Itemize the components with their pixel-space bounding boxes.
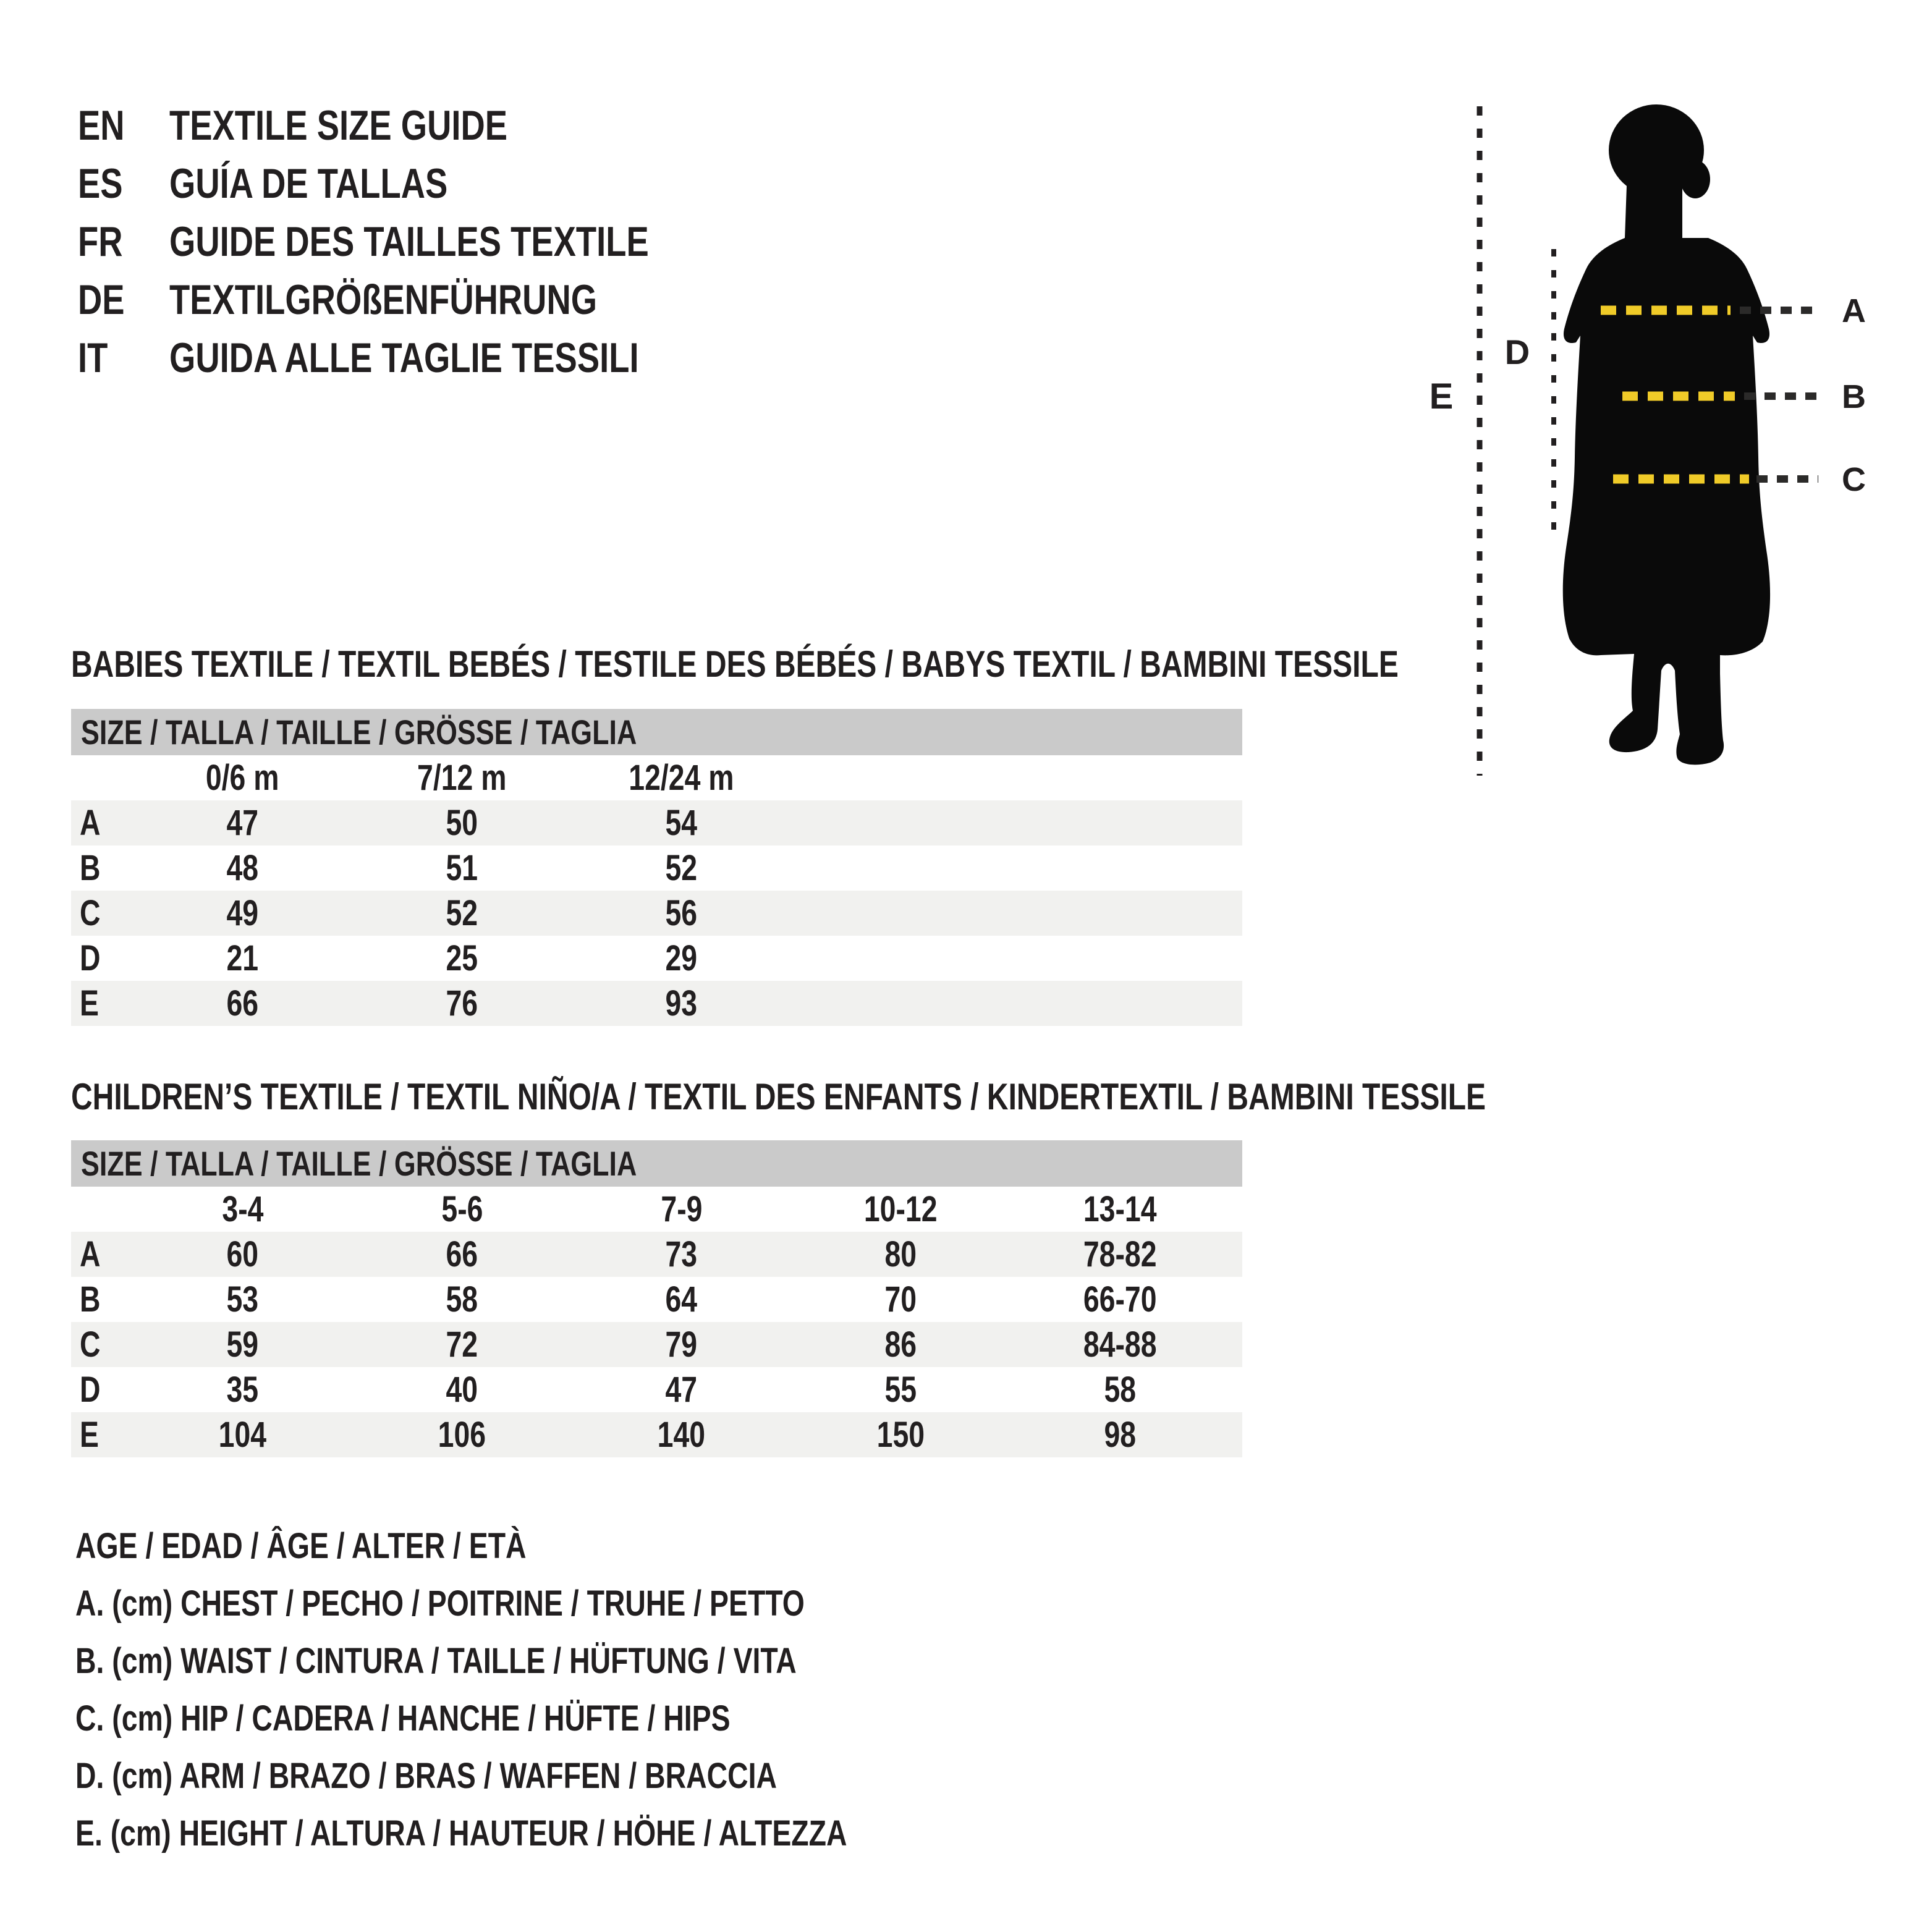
column-header-cell: 0/6 m: [206, 758, 279, 798]
row-label-cell: A: [80, 1234, 101, 1274]
children-size-table: [71, 1140, 1242, 1457]
table-row: [71, 891, 1242, 936]
value-cell: 40: [446, 1370, 478, 1410]
value-cell: 29: [665, 938, 698, 978]
table-row: [71, 1412, 1242, 1457]
value-cell: 64: [665, 1279, 698, 1320]
value-cell: 48: [226, 848, 259, 888]
language-guide-title: GUÍA DE TALLAS: [169, 160, 448, 207]
value-cell: 25: [446, 938, 478, 978]
babies-size-header-text: SIZE / TALLA / TAILLE / GRÖSSE / TAGLIA: [81, 713, 637, 752]
value-cell: 72: [446, 1324, 478, 1365]
babies-section-title-text: BABIES TEXTILE / TEXTIL BEBÉS / TESTILE DES BÉBÉS / BABYS TEXTIL / BAMBINI TESSILE: [71, 643, 1399, 685]
value-cell: 21: [226, 938, 259, 978]
language-row: [78, 329, 769, 387]
value-cell: 84-88: [1083, 1324, 1157, 1365]
value-cell: 78-82: [1083, 1234, 1157, 1274]
legend-line: B. (cm) WAIST / CINTURA / TAILLE / HÜFTUNG / VITA: [75, 1641, 797, 1681]
value-cell: 51: [446, 848, 478, 888]
children-size-header-text: SIZE / TALLA / TAILLE / GRÖSSE / TAGLIA: [81, 1144, 637, 1183]
legend-line: C. (cm) HIP / CADERA / HANCHE / HÜFTE / HIPS: [75, 1698, 731, 1739]
value-cell: 53: [226, 1279, 259, 1320]
row-label-cell: E: [80, 1415, 99, 1455]
row-label-cell: C: [80, 893, 101, 933]
value-cell: 49: [226, 893, 259, 933]
column-header-cell: 7-9: [660, 1189, 703, 1229]
child-silhouette-figure: [1409, 87, 1932, 791]
silhouette-hair-tuft: [1680, 160, 1710, 198]
value-cell: 66: [226, 983, 259, 1023]
row-label-cell: C: [80, 1324, 101, 1365]
row-label-cell: D: [80, 938, 101, 978]
babies-section-title: [71, 643, 1731, 685]
language-guide-title: TEXTILE SIZE GUIDE: [169, 102, 508, 149]
row-label-cell: B: [80, 1279, 101, 1320]
value-cell: 58: [446, 1279, 478, 1320]
measure-label-c: C: [1842, 461, 1866, 498]
babies-size-header-bar: [71, 709, 1242, 755]
language-code: FR: [78, 218, 123, 265]
language-guide-title: GUIDA ALLE TAGLIE TESSILI: [169, 334, 639, 381]
children-size-header-bar: [71, 1140, 1242, 1187]
language-row: [78, 213, 769, 271]
row-label-cell: D: [80, 1370, 101, 1410]
value-cell: 150: [876, 1415, 925, 1455]
column-header-cell: 7/12 m: [417, 758, 507, 798]
measure-label-b: B: [1842, 378, 1866, 415]
value-cell: 93: [665, 983, 698, 1023]
value-cell: 59: [226, 1324, 259, 1365]
value-cell: 50: [446, 803, 478, 843]
legend-line: AGE / EDAD / ÂGE / ALTER / ETÀ: [75, 1526, 527, 1566]
column-header-cell: 13-14: [1083, 1189, 1157, 1229]
table-row: [71, 1367, 1242, 1412]
row-label-cell: E: [80, 983, 99, 1023]
row-label-cell: B: [80, 848, 101, 888]
value-cell: 52: [665, 848, 698, 888]
language-row: [78, 96, 769, 155]
measure-label-d: D: [1504, 333, 1530, 371]
table-row: [71, 845, 1242, 891]
value-cell: 52: [446, 893, 478, 933]
value-cell: 66-70: [1083, 1279, 1157, 1320]
value-cell: 70: [884, 1279, 917, 1320]
children-section-title-text: CHILDREN’S TEXTILE / TEXTIL NIÑO/A / TEXTIL DES ENFANTS / KINDERTEXTIL / BAMBINI TESSILE: [71, 1076, 1486, 1117]
value-cell: 80: [884, 1234, 917, 1274]
legend-line: E. (cm) HEIGHT / ALTURA / HAUTEUR / HÖHE / ALTEZZA: [75, 1813, 847, 1854]
value-cell: 47: [226, 803, 259, 843]
measure-label-a: A: [1842, 292, 1866, 329]
table-row: [71, 1322, 1242, 1367]
babies-column-header-row: [71, 755, 1242, 800]
table-row: [71, 1232, 1242, 1277]
table-row: [71, 981, 1242, 1026]
value-cell: 79: [665, 1324, 698, 1365]
value-cell: 66: [446, 1234, 478, 1274]
language-code: IT: [78, 334, 108, 381]
language-code: ES: [78, 160, 123, 207]
table-row: [71, 1277, 1242, 1322]
row-label-cell: A: [80, 803, 101, 843]
value-cell: 58: [1104, 1370, 1137, 1410]
children-column-header-row: [71, 1187, 1242, 1232]
column-header-cell: 5-6: [441, 1189, 483, 1229]
babies-size-table: [71, 709, 1242, 1026]
babies-table-body: [71, 800, 1242, 1026]
children-section-title: [71, 1075, 1839, 1118]
language-code: DE: [78, 276, 125, 323]
language-row: [78, 155, 769, 213]
language-code: EN: [78, 102, 125, 149]
children-table-body: [71, 1232, 1242, 1457]
language-title-block: [78, 96, 769, 387]
value-cell: 86: [884, 1324, 917, 1365]
language-guide-title: TEXTILGRÖßENFÜHRUNG: [169, 276, 598, 323]
value-cell: 98: [1104, 1415, 1137, 1455]
value-cell: 76: [446, 983, 478, 1023]
legend-line: A. (cm) CHEST / PECHO / POITRINE / TRUHE / PETTO: [75, 1583, 805, 1624]
legend-line: D. (cm) ARM / BRAZO / BRAS / WAFFEN / BRACCIA: [75, 1756, 777, 1796]
language-guide-title: GUIDE DES TAILLES TEXTILE: [169, 218, 649, 265]
value-cell: 140: [657, 1415, 706, 1455]
value-cell: 106: [438, 1415, 486, 1455]
value-cell: 47: [665, 1370, 698, 1410]
value-cell: 54: [665, 803, 698, 843]
language-row: [78, 271, 769, 329]
value-cell: 73: [665, 1234, 698, 1274]
value-cell: 56: [665, 893, 698, 933]
value-cell: 60: [226, 1234, 259, 1274]
value-cell: 55: [884, 1370, 917, 1410]
measure-label-e: E: [1429, 376, 1454, 417]
column-header-cell: 12/24 m: [629, 758, 734, 798]
value-cell: 35: [226, 1370, 259, 1410]
column-header-cell: 10-12: [864, 1189, 938, 1229]
table-row: [71, 800, 1242, 845]
measurement-legend: [75, 1517, 1040, 1862]
value-cell: 104: [218, 1415, 267, 1455]
column-header-cell: 3-4: [221, 1189, 264, 1229]
table-row: [71, 936, 1242, 981]
